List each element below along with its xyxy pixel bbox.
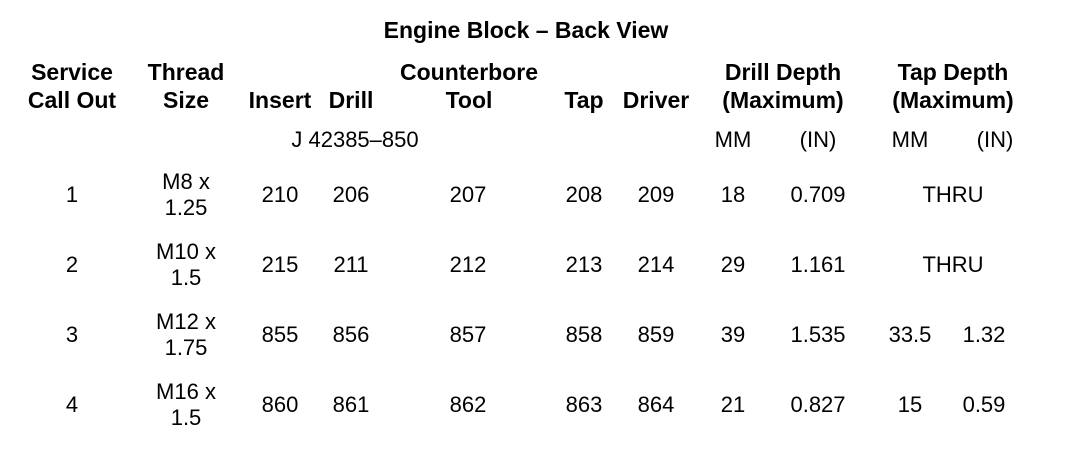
cell-drill-in: 1.535 — [790, 322, 846, 347]
header-tap-depth — [878, 58, 1028, 114]
subheader-kit: J 42385–850 — [291, 127, 419, 152]
header-thread-size — [136, 58, 236, 114]
cell-insert: 860 — [261, 392, 299, 417]
header-counterbore-line2: Tool — [445, 87, 493, 113]
header-tap: Tap — [564, 87, 604, 113]
cell-tap-mm: 33.5 — [888, 322, 932, 347]
header-service-line1: Service — [31, 59, 113, 85]
table-title: Engine Block – Back View — [383, 17, 669, 43]
cell-drill-mm: 39 — [720, 322, 746, 347]
cell-drill-in: 0.827 — [790, 392, 846, 417]
header-service-line2: Call Out — [27, 87, 117, 113]
cell-drill: 856 — [332, 322, 370, 347]
cell-driver: 209 — [637, 182, 675, 207]
header-drill-depth — [708, 58, 858, 114]
cell-counterbore: 207 — [449, 182, 487, 207]
cell-drill-mm: 29 — [720, 252, 746, 277]
header-counterbore-line1: Counterbore — [400, 59, 538, 85]
cell-drill: 206 — [332, 182, 370, 207]
cell-tap: 208 — [565, 182, 603, 207]
header-thread-line1: Thread — [147, 59, 225, 85]
subheader-drill-mm: MM — [714, 127, 752, 152]
cell-tap-depth: THRU — [922, 182, 984, 207]
cell-driver: 859 — [637, 322, 675, 347]
thread-size-line: 1.5 — [170, 405, 202, 430]
cell-drill-mm: 18 — [720, 182, 746, 207]
thread-size-line: M16 x — [156, 379, 216, 404]
cell-insert: 210 — [261, 182, 299, 207]
cell-tap-in: 1.32 — [962, 322, 1006, 347]
cell-tap-depth: THRU — [922, 252, 984, 277]
header-drill-depth-line1: Drill Depth — [724, 59, 842, 85]
thread-size-line: 1.5 — [170, 265, 202, 290]
cell-tap-in: 0.59 — [962, 392, 1006, 417]
cell-insert: 215 — [261, 252, 299, 277]
cell-insert: 855 — [261, 322, 299, 347]
cell-thread-size — [136, 379, 236, 431]
thread-size-line: 1.75 — [164, 335, 208, 360]
cell-call-out: 4 — [65, 392, 79, 417]
thread-size-line: M12 x — [156, 309, 216, 334]
header-thread-line2: Size — [162, 87, 210, 113]
header-tap-depth-line1: Tap Depth — [897, 59, 1009, 85]
header-tap-depth-line2: (Maximum) — [892, 87, 1014, 113]
cell-counterbore: 212 — [449, 252, 487, 277]
cell-tap: 858 — [565, 322, 603, 347]
cell-tap-mm: 15 — [897, 392, 923, 417]
subheader-tap-in: (IN) — [976, 127, 1014, 152]
cell-call-out: 2 — [65, 252, 79, 277]
cell-driver: 214 — [637, 252, 675, 277]
thread-size-line: 1.25 — [164, 195, 208, 220]
cell-thread-size — [136, 239, 236, 291]
cell-counterbore: 862 — [449, 392, 487, 417]
subheader-tap-mm: MM — [891, 127, 929, 152]
cell-drill: 861 — [332, 392, 370, 417]
cell-drill-in: 0.709 — [790, 182, 846, 207]
header-drill: Drill — [328, 87, 374, 113]
cell-drill: 211 — [333, 252, 369, 277]
cell-thread-size — [136, 169, 236, 221]
cell-tap: 863 — [565, 392, 603, 417]
cell-drill-in: 1.161 — [790, 252, 846, 277]
cell-driver: 864 — [637, 392, 675, 417]
header-drill-depth-line2: (Maximum) — [722, 87, 844, 113]
header-driver: Driver — [622, 87, 690, 113]
cell-call-out: 1 — [65, 182, 79, 207]
header-service-call-out — [12, 58, 132, 114]
header-counterbore-tool — [384, 58, 554, 114]
thread-size-line: M10 x — [156, 239, 216, 264]
cell-counterbore: 857 — [449, 322, 487, 347]
thread-size-line: M8 x — [162, 169, 210, 194]
cell-drill-mm: 21 — [720, 392, 746, 417]
cell-call-out: 3 — [65, 322, 79, 347]
cell-thread-size — [136, 309, 236, 361]
subheader-drill-in: (IN) — [799, 127, 837, 152]
header-insert: Insert — [248, 87, 312, 113]
cell-tap: 213 — [565, 252, 603, 277]
